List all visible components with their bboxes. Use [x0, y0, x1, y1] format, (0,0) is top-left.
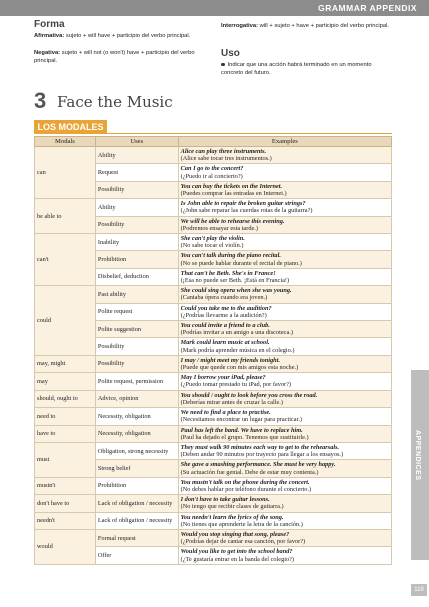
afirmativa-text: sujeto + will have + participio del verbo principal.: [65, 33, 191, 39]
modal-cell: have to: [35, 425, 96, 442]
example-english: Is John able to repair the broken guitar strings?: [180, 200, 306, 208]
use-cell: Polite suggestion: [95, 321, 178, 338]
uso-bullet-text: Indicar que una acción habrá terminado en un momento concreto del futuro.: [221, 62, 372, 76]
example-spanish: (Necesitamos encontrar un lugar para practicar.): [180, 416, 302, 424]
example-english: You needn't learn the lyrics of the song.: [180, 513, 284, 521]
example-cell: [178, 199, 391, 216]
afirmativa-rule: [34, 32, 214, 40]
example-english: She gave a smashing performance. She must be very happy.: [180, 461, 336, 469]
appendix-title: GRAMMAR APPENDIX: [318, 3, 417, 13]
example-english: Could you take me to the audition?: [180, 304, 272, 312]
example-spanish: (Podremos ensayar esta tarde.): [180, 224, 258, 232]
modal-cell: don't have to: [35, 495, 96, 512]
modal-cell: can't: [35, 234, 96, 286]
section-title-tab: LOS MODALES: [34, 120, 107, 134]
use-cell: Ability: [95, 199, 178, 216]
forma-heading: Forma: [34, 19, 65, 30]
use-cell: Possibility: [95, 216, 178, 233]
use-cell: Possibility: [95, 181, 178, 198]
example-spanish: (Podrías invitar a un amigo a una discoteca.): [180, 329, 293, 337]
example-cell: [178, 321, 391, 338]
example-spanish: (Puedes comprar las entradas en Internet.): [180, 190, 287, 198]
example-cell: [178, 477, 391, 494]
use-cell: Lack of obligation / necessity: [95, 512, 178, 529]
example-spanish: (Cantaba ópera cuando era joven.): [180, 294, 268, 302]
use-cell: Polite request: [95, 303, 178, 320]
example-cell: [178, 181, 391, 198]
example-spanish: (¿Podrías dejar de cantar esa canción, por favor?): [180, 538, 306, 546]
example-spanish: (No tengo que recibir clases de guitarra.): [180, 503, 284, 511]
example-english: I may / might meet my friends tonight.: [180, 356, 281, 364]
example-spanish: (¿Puedo ir al concierto?): [180, 172, 243, 180]
example-cell: [178, 251, 391, 268]
example-english: I don't have to take guitar lessons.: [180, 496, 270, 504]
example-english: We will be able to rehearse this evening.: [180, 217, 285, 225]
example-spanish: (¡Esa no puede ser Beth. ¡Está en Francia!): [180, 277, 290, 285]
example-spanish: (Paul ha dejado el grupo. Tenemos que sustituirle.): [180, 433, 309, 441]
bullet-icon: [221, 63, 225, 67]
example-cell: [178, 460, 391, 477]
use-cell: Polite request, permission: [95, 373, 178, 390]
example-spanish: (¿Podrías llevarme a la audición?): [180, 311, 267, 319]
table-row: [35, 234, 392, 251]
section-rule: [107, 133, 392, 134]
table-row: [35, 147, 392, 164]
modal-cell: needn't: [35, 512, 96, 529]
table-row: [35, 442, 392, 459]
example-english: She could sing opera when she was young.: [180, 287, 292, 295]
uso-heading: Uso: [221, 48, 240, 59]
appendices-side-tab: [411, 370, 429, 560]
modal-cell: mustn't: [35, 477, 96, 494]
example-cell: [178, 425, 391, 442]
use-cell: Offer: [95, 547, 178, 564]
table-row: [35, 495, 392, 512]
example-spanish: (Su actuación fue genial. Debe de estar muy contenta.): [180, 468, 319, 476]
example-spanish: (No sabe tocar el violín.): [180, 242, 244, 250]
example-cell: [178, 303, 391, 320]
unit-title: Face the Music: [57, 93, 173, 111]
example-spanish: (¿Te gustaría entrar en la banda del colegio?): [180, 555, 295, 563]
table-row: [35, 512, 392, 529]
example-spanish: (No debes hablar por teléfono durante el concierto.): [180, 485, 312, 493]
example-english: Can I go to the concert?: [180, 165, 244, 173]
example-cell: [178, 338, 391, 355]
example-english: Would you stop singing that song, please?: [180, 530, 290, 538]
example-english: That can't be Beth. She's in France!: [180, 269, 276, 277]
table-row: [35, 477, 392, 494]
example-cell: [178, 442, 391, 459]
table-row: [35, 199, 392, 216]
header-examples: Examples: [178, 137, 391, 147]
example-spanish: (Deben andar 90 minutos por trayecto para llegar a los ensayos.): [180, 451, 344, 459]
example-cell: [178, 390, 391, 407]
example-cell: [178, 495, 391, 512]
example-spanish: (Deberías mirar antes de cruzar la calle.): [180, 398, 283, 406]
example-cell: [178, 529, 391, 546]
example-cell: [178, 147, 391, 164]
example-cell: [178, 268, 391, 285]
example-english: Paul has left the band. We have to replace him.: [180, 426, 303, 434]
use-cell: Disbelief, deduction: [95, 268, 178, 285]
example-english: You should / ought to look before you cross the road.: [180, 391, 318, 399]
modal-cell: need to: [35, 408, 96, 425]
example-cell: [178, 373, 391, 390]
interrogativa-label: Interrogativa:: [221, 23, 259, 29]
use-cell: Possibility: [95, 338, 178, 355]
example-english: You mustn't talk on the phone during the concert.: [180, 478, 310, 486]
modal-cell: may: [35, 373, 96, 390]
interrogativa-rule: [221, 22, 396, 30]
use-cell: Possibility: [95, 355, 178, 372]
example-spanish: (Mark podría aprender música en el colegio.): [180, 346, 295, 354]
example-english: She can't play the violin.: [180, 235, 245, 243]
negativa-label: Negativa:: [34, 50, 61, 56]
table-row: [35, 408, 392, 425]
negativa-rule: [34, 49, 214, 65]
use-cell: Past ability: [95, 286, 178, 303]
example-cell: [178, 355, 391, 372]
use-cell: Request: [95, 164, 178, 181]
modals-table: [34, 136, 392, 565]
use-cell: Necessity, obligation: [95, 425, 178, 442]
modal-cell: must: [35, 442, 96, 477]
modal-cell: be able to: [35, 199, 96, 234]
use-cell: Lack of obligation / necessity: [95, 495, 178, 512]
use-cell: Inability: [95, 234, 178, 251]
example-cell: [178, 408, 391, 425]
example-cell: [178, 547, 391, 564]
table-header-row: [35, 137, 392, 147]
modal-cell: would: [35, 529, 96, 564]
example-spanish: (No se puede hablar durante el recital de piano.): [180, 259, 302, 267]
example-english: They must walk 90 minutes each way to get to the rehearsals.: [180, 443, 340, 451]
example-english: We need to find a place to practise.: [180, 409, 271, 417]
use-cell: Prohibition: [95, 477, 178, 494]
side-tab-label: APPENDICES: [414, 430, 421, 481]
example-cell: [178, 164, 391, 181]
page-header-bar: [0, 0, 429, 16]
table-row: [35, 425, 392, 442]
example-cell: [178, 234, 391, 251]
example-spanish: (¿Puedo tomar prestado tu iPad, por favor?): [180, 381, 291, 389]
interrogativa-text: will + sujeto + have + participio del verbo principal.: [259, 23, 390, 29]
use-cell: Necessity, obligation: [95, 408, 178, 425]
afirmativa-label: Afirmativa:: [34, 33, 65, 39]
page-number: 119: [411, 584, 427, 596]
example-spanish: (Puede que quede con mis amigos esta noche.): [180, 364, 299, 372]
example-spanish: (No tienes que aprenderte la letra de la canción.): [180, 520, 303, 528]
example-cell: [178, 512, 391, 529]
use-cell: Obligation, strong necessity: [95, 442, 178, 459]
negativa-text: sujeto + will not (o won't) have + participio del verbo principal.: [34, 50, 195, 64]
example-english: Would you like to get into the school band?: [180, 548, 293, 556]
use-cell: Formal request: [95, 529, 178, 546]
modal-cell: should, ought to: [35, 390, 96, 407]
uso-bullet-item: [221, 61, 391, 77]
example-english: May I borrow your iPad, please?: [180, 374, 266, 382]
header-uses: Uses: [95, 137, 178, 147]
use-cell: Ability: [95, 147, 178, 164]
modal-cell: can: [35, 147, 96, 199]
table-row: [35, 355, 392, 372]
example-spanish: (Alice sabe tocar tres instrumentos.): [180, 155, 272, 163]
table-row: [35, 373, 392, 390]
example-cell: [178, 286, 391, 303]
header-modals: Modals: [35, 137, 96, 147]
modal-cell: may, might: [35, 355, 96, 372]
example-english: Mark could learn music at school.: [180, 339, 270, 347]
example-english: You could invite a friend to a club.: [180, 322, 270, 330]
use-cell: Prohibition: [95, 251, 178, 268]
table-row: [35, 529, 392, 546]
example-english: You can't talk during the piano recital.: [180, 252, 281, 260]
use-cell: Advice, opinion: [95, 390, 178, 407]
example-english: You can buy the tickets on the Internet.: [180, 182, 283, 190]
example-spanish: (¿John sabe reparar las cuerdas rotas de la guitarra?): [180, 207, 313, 215]
example-cell: [178, 216, 391, 233]
unit-number: 3: [34, 88, 47, 113]
modal-cell: could: [35, 286, 96, 356]
table-row: [35, 390, 392, 407]
table-row: [35, 286, 392, 303]
use-cell: Strong belief: [95, 460, 178, 477]
example-english: Alice can play three instruments.: [180, 148, 267, 155]
